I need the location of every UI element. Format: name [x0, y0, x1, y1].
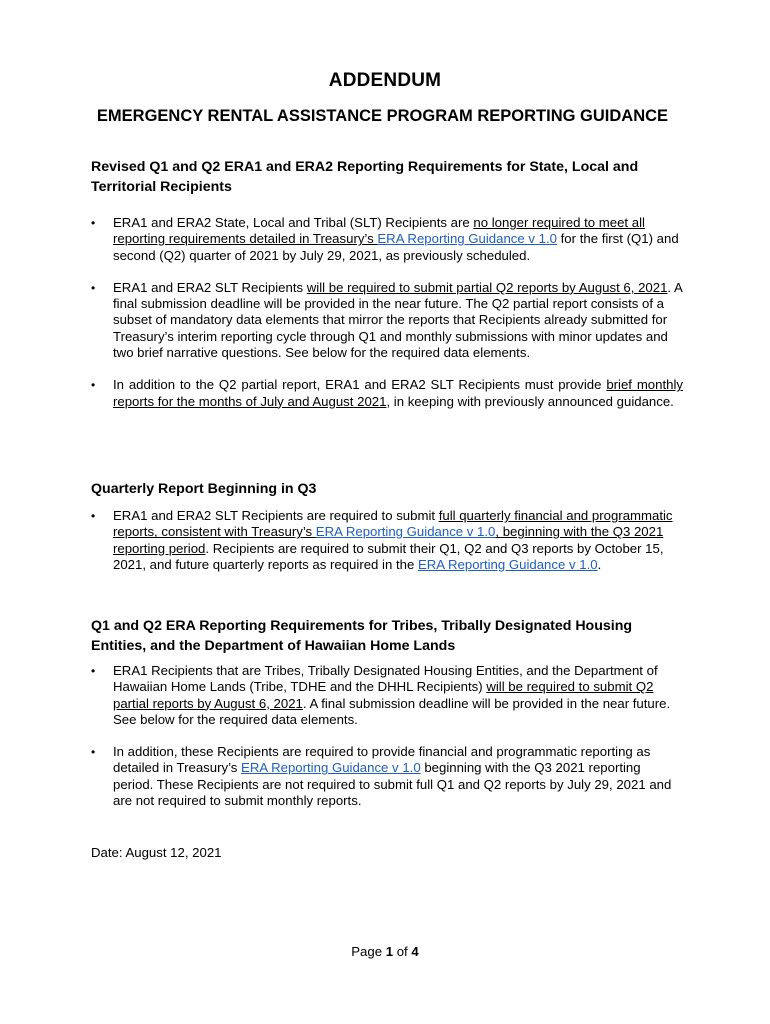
list-item — [91, 377, 683, 410]
bullet-text: . A final submission deadline will be provided in the near future. See below for the required data elements. — [113, 695, 671, 727]
bullet-icon: • — [91, 509, 96, 523]
bullet-text: . — [597, 556, 602, 572]
section-heading-tribes: Q1 and Q2 ERA Reporting Requirements for Tribes, Tribally Designated Housing Entities, and the Department of Hawaiian Home Lands — [91, 618, 633, 654]
bullet-text: In addition to the Q2 partial report, ERA1 and ERA2 SLT Recipients must provide — [113, 377, 607, 393]
underlined-text: will be required to submit partial Q2 reports by August 6, 2021 — [306, 279, 668, 295]
bullet-list-tribes — [91, 663, 683, 809]
underlined-text: will be required to submit Q2 partial reports by August 6, 2021 — [113, 679, 654, 711]
bullet-icon: • — [91, 664, 96, 678]
bullet-text: ERA1 and ERA2 SLT Recipients — [113, 279, 307, 295]
list-item — [91, 508, 683, 573]
bullet-list-quarterly — [91, 508, 683, 573]
bullet-text: . Recipients are required to submit their Q1, Q2 and Q3 reports by October 15, 2021, and future quarterly reports as required in the — [113, 540, 664, 572]
document-date: Date: August 12, 2021 — [91, 845, 222, 860]
list-item — [91, 280, 683, 361]
total-pages: 4 — [411, 944, 419, 959]
bullet-text: . A final submission deadline will be provided in the near future. The Q2 partial report consists of a subset of mandatory data elements that mirror the reports that Recipients already submitted for Treasury’s interim reporting cycle through Q1 and monthly submissions with minor updates and two brief narrative questions. See below for the required data elements. — [113, 279, 683, 361]
era-guidance-link[interactable]: ERA Reporting Guidance v 1.0 — [241, 760, 421, 776]
list-item — [91, 215, 683, 264]
of-label: of — [393, 944, 412, 959]
bullet-icon: • — [91, 745, 96, 760]
section-heading-quarterly: Quarterly Report Beginning in Q3 — [91, 481, 317, 497]
underlined-text: , beginning with the Q3 2021 reporting period — [113, 524, 664, 556]
era-guidance-link[interactable]: ERA Reporting Guidance v 1.0 — [417, 556, 598, 572]
page-footer — [0, 944, 770, 959]
underlined-text: full quarterly financial and programmatic reports, consistent with Treasury’s — [113, 508, 673, 540]
bullet-list-state-local — [91, 215, 683, 410]
list-item — [91, 744, 683, 809]
bullet-text: ERA1 and ERA2 State, Local and Tribal (SLT) Recipients are — [113, 215, 474, 230]
bullet-icon: • — [91, 280, 96, 295]
list-item — [91, 663, 683, 728]
bullet-icon: • — [91, 216, 96, 230]
bullet-text: beginning with the Q3 2021 reporting period. These Recipients are not required to submit full Q1 and Q2 reports by July 29, 2021 and are not required to submit monthly reports. — [113, 760, 672, 809]
page-number: 1 — [385, 944, 394, 959]
bullet-text: In addition, these Recipients are required to provide financial and programmatic reporting as detailed in Treasury’s — [113, 744, 651, 776]
underlined-text: brief monthly reports for the months of July and August 2021 — [113, 377, 683, 409]
bullet-text: , in keeping with previously announced guidance. — [386, 393, 674, 409]
document-subtitle: EMERGENCY RENTAL ASSISTANCE PROGRAM REPORTING GUIDANCE — [96, 107, 669, 125]
section-heading-state-local: Revised Q1 and Q2 ERA1 and ERA2 Reporting Requirements for State, Local and Territorial Recipients — [91, 159, 639, 195]
era-guidance-link[interactable]: ERA Reporting Guidance v 1.0 — [377, 231, 557, 247]
bullet-text: for the first (Q1) and second (Q2) quarter of 2021 by July 29, 2021, as previously scheduled. — [113, 231, 679, 263]
era-guidance-link[interactable]: ERA Reporting Guidance v 1.0 — [315, 524, 496, 540]
bullet-text: ERA1 and ERA2 SLT Recipients are required to submit — [113, 508, 439, 523]
page-label: Page — [351, 944, 386, 959]
bullet-text: ERA1 Recipients that are Tribes, Tribally Designated Housing Entities, and the Department of Hawaiian Home Lands (Tribe, TDHE and the DHHL Recipients) — [113, 663, 658, 695]
underlined-text: no longer required to meet all reporting requirements detailed in Treasury’s — [113, 215, 645, 247]
document-title: ADDENDUM — [328, 70, 442, 91]
bullet-icon: • — [91, 378, 96, 393]
